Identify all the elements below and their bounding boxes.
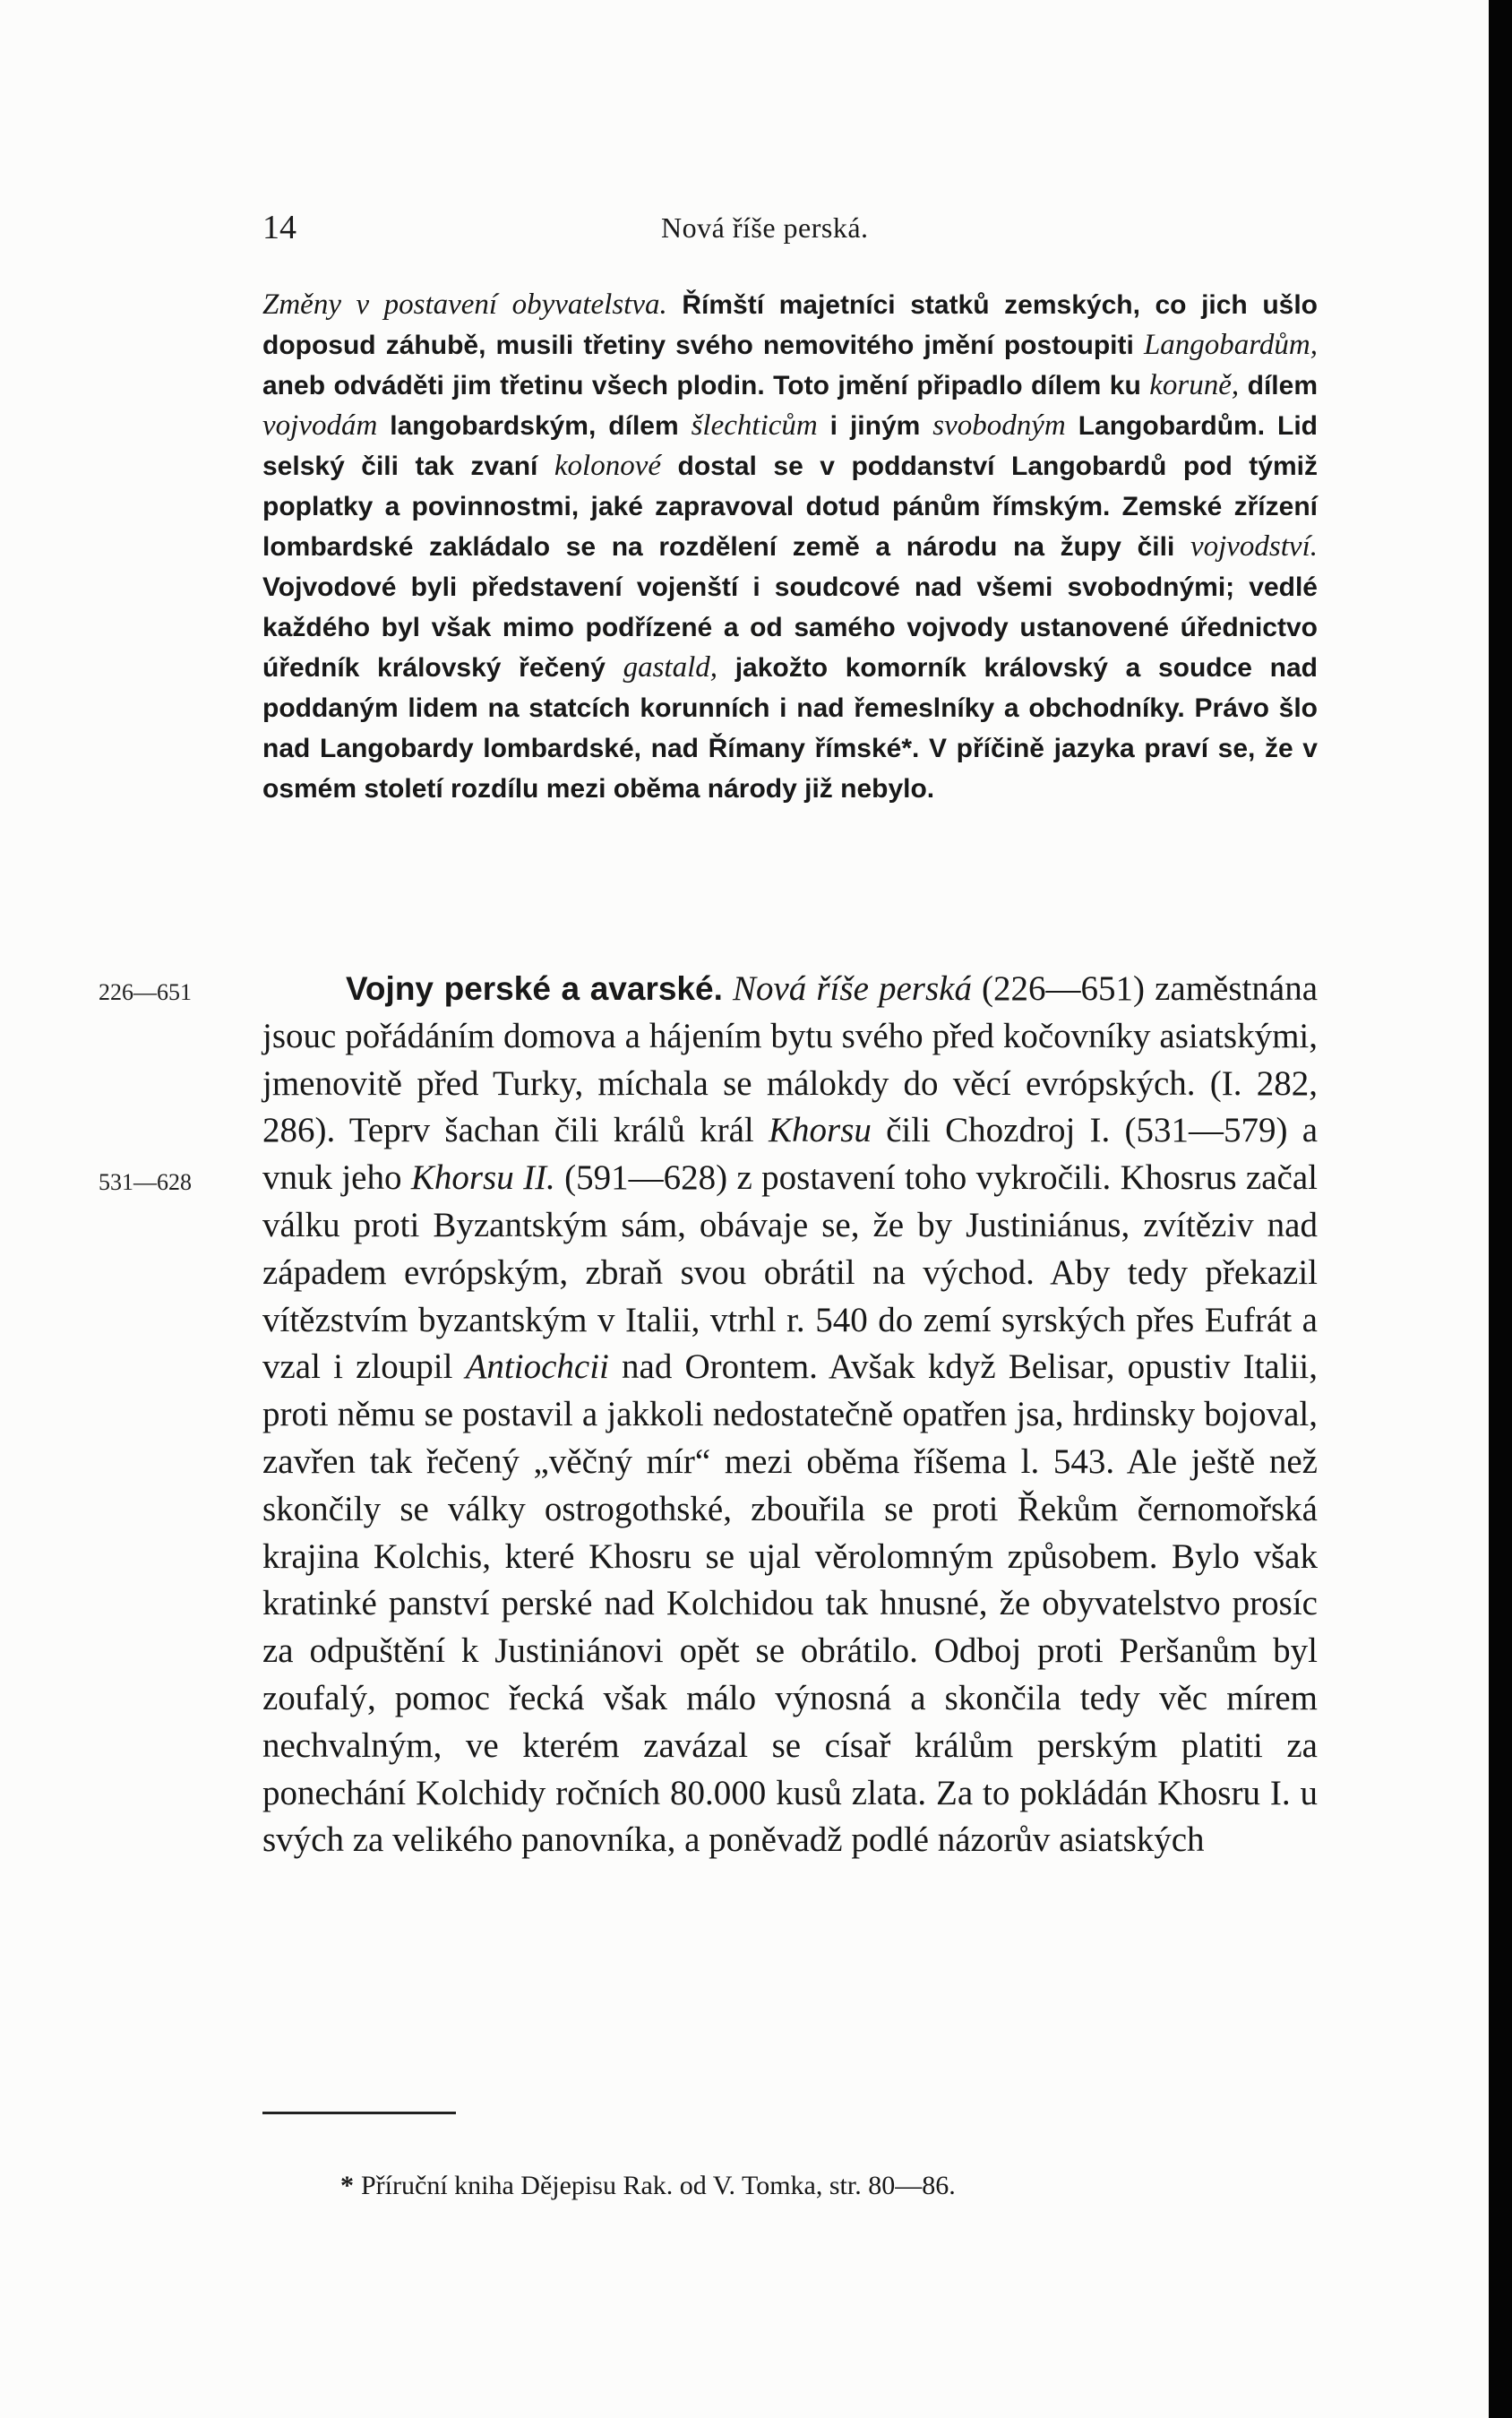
section-title-population: Změny v postavení obyvatelstva. <box>262 288 667 321</box>
footnote <box>340 2171 1236 2201</box>
running-title: Nová říše perská. <box>661 211 869 244</box>
footnote-divider <box>262 2112 456 2114</box>
footnote-text: Příruční kniha Dějepisu Rak. od V. Tomka, str. 80—86. <box>361 2171 956 2200</box>
paragraph-population-changes: Změny v postavení obyvatelstva. Římští majetníci statků zemských, co jich ušlo doposud záhubě, musili třetiny svého nemovitého jmění postoupiti Langobardům, aneb odváděti jim třetinu všech plodin. Toto jmění připadlo dílem ku koruně, dílem vojvodám langobardským, dílem šlechticům i jiným svobodným Langobardům. Lid selský čili tak zvaní kolonové dostal se v poddanství Langobardů pod týmiž poplatky a povinnostmi, jaké zapravoval dotud pánům římským. Zemské zřízení lombardské zakládalo se na rozdělení země a národu na župy čili vojvodství. Vojvodové byli představení vojenští i soudcové nad všemi svobodnými; vedlé každého byl však mimo podřízené a od samého vojvody ustanovené úřednictvo úředník královský řečený gastald, jakožto komorník královský a soudce nad poddaným lidem na statcích korunních i nad řemeslníky a obchodníky. Právo šlo nad Langobardy lombardské, nad Římany římské*. V příčině jazyka praví se, že v osmém století rozdílu mezi oběma národy již nebylo. <box>262 288 1318 804</box>
paragraph-persian-wars: Vojny perské a avarské. Nová říše perská (226—651) zaměstnána jsouc pořádáním domova a hájením bytu svého před kočovníky asiatskými, jmenovitě před Turky, míchala se málokdy do věcí evrópských. (I. 282, 286). Teprv šachan čili králů král Khorsu čili Chozdroj I. (531—579) a vnuk jeho Khorsu II. (591—628) z postavení toho vykročili. Khosrus začal válku proti Byzantským sám, obávaje se, že by Justiniánus, zvítěziv nad západem evrópským, zbraň svou obrátil na východ. Aby tedy překazil vítězstvím byzantským v Italii, vtrhl r. 540 do zemí syrských přes Eufrát a vzal i zloupil Antiochcii nad Orontem. Avšak když Belisar, opustiv Italii, proti němu se postavil a jakkoli nedostatečně opatřen jsa, hrdinsky bojoval, zavřen tak řečený „věčný mír“ mezi oběma říšema l. 543. Ale ještě než skončily se války ostrogothské, zbouřila se proti Řekům černomořská krajina Kolchis, které Khosru se ujal věrolomným způsobem. Bylo však kratinké panství perské nad Kolchidou tak hnusné, že obyvatelstvo prosíc za odpuštění k Justiniánovi opět se obrátilo. Odboj proti Peršanům byl zoufalý, pomoc řecká však málo výnosná a skončila tedy věc mírem nechvalným, ve kterém zavázal se císař králům perským platiti za ponechání Kolchidy ročních 80.000 kusů zlata. Za to pokládán Khosru I. u svých za velikého panovníka, a poněvadž podlé názorův asiatských <box>262 969 1319 1860</box>
margin-date-531-628: 531—628 <box>99 1169 192 1195</box>
scan-edge-bar <box>1489 0 1512 2418</box>
page-number: 14 <box>262 209 296 246</box>
footnote-marker: * <box>340 2171 354 2200</box>
margin-date-226-651: 226—651 <box>99 979 192 1005</box>
section-heading-persian-wars: Vojny perské a avarské. <box>346 970 723 1007</box>
